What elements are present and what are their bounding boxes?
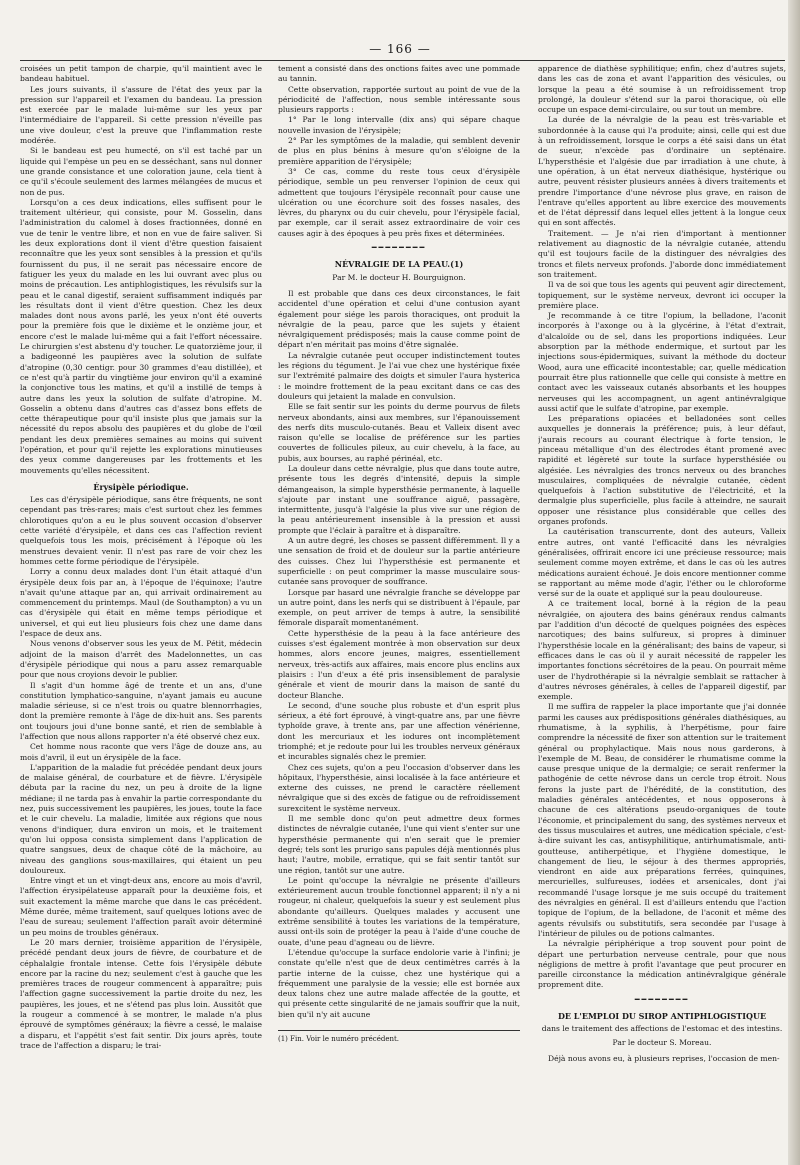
footnote: (1) Fin. Voir le numéro précédent.	[278, 1030, 520, 1044]
paragraph: Il me semble donc qu'on peut admettre deux formes distinctes de névralgie cutanée, l'une qui vient s'enter sur une hypersthésie permanente qui n'en serait que le premier degré; tels sont les prurigo sans papules déjà mentionnés plus haut; l'autre, mobile, erratique, qui se fait sentir tantôt sur une région, tantôt sur une autre.	[278, 814, 520, 875]
author-line: Par M. le docteur H. Bourguignon.	[332, 272, 466, 282]
paragraph: Il va de soi que tous les agents qui peuvent agir directement, topiquement, sur le système nerveux, devront ici occuper la première place.	[538, 280, 786, 310]
paragraph: Déjà nous avons eu, à plusieurs reprises, l'occasion de men-	[548, 1053, 780, 1063]
paragraph: Entre vingt et un et vingt-deux ans, encore au mois d'avril, l'affection érysipélateuse apparaît pour la deuxième fois, et suit exactement la même marche que dans le cas précédent. Même durée, même traitement, sauf quelques lotions avec de l'eau de sureau; seulement l'affection paraît avoir déterminé un peu moins de troubles généraux.	[20, 876, 262, 937]
paragraph: Lorry a connu deux malades dont l'un était attaqué d'un érysipèle deux fois par an, à l'époque de l'équinoxe; l'autre n'avait qu'une attaque par an, qui arrivait ordinairement au commencement du printemps. Maul (de Southampton) a vu un cas d'érysipèle qui était en même temps périodique et universel, et qui eut lieu plusieurs fois chez une dame dans l'espace de deux ans.	[20, 567, 262, 639]
paragraph: 2° Par les symptômes de la maladie, qui semblent devenir de plus en plus bénins à mesure qu'on s'éloigne de la première apparition de l'érysipèle;	[278, 136, 520, 166]
subtitle-line: dans le traitement des affections de l'estomac et des intestins.	[541, 1024, 783, 1034]
paragraph: Cet homme nous raconte que vers l'âge de douze ans, au mois d'avril, il eut un érysipèle de la face.	[20, 742, 262, 762]
paragraph: Les jours suivants, il s'assure de l'état des yeux par la pression sur l'appareil et l'examen du bandeau. La pression est exercée par le malade lui-même sur les yeux par l'intermédiaire de l'appareil. Si cette pression n'éveille pas une vive douleur, c'est la preuve que l'inflammation reste modérée.	[20, 84, 262, 146]
paragraph: 1° Par le long intervalle (dix ans) qui sépare chaque nouvelle invasion de l'érysipèle;	[278, 115, 520, 135]
paragraph: A ce traitement local, borné à la région de la peau névralgiée, on ajoutera des bains généraux rendus calmants par l'addition d'un décocté de quelques poignées des espèces narcotiques; des bains sulfureux, si propres à diminuer l'hypersthésie locale en la généralisant; des bains de vapeur, si efficaces dans le cas où il y aurait nécessité de rappeler les importantes fonctions sécrétoires de la peau. On pourrait même user de l'hydrothérapie si la névralgie semblait se rattacher à d'autres névroses générales, à celles de l'appareil digestif, par exemple.	[538, 599, 786, 702]
page-number: — 166 —	[369, 42, 431, 56]
paragraph: apparence de diathèse syphilitique; enfin, chez d'autres sujets, dans les cas de zona et avant l'apparition des vésicules, ou lorsque la peau a été soumise à un refroidissement trop prolongé, la douleur s'étend sur la paroi thoracique, où elle occupe un espace demi-circulaire, ou sur tout un membre.	[538, 64, 786, 115]
paragraph: La cautérisation transcurrente, dont des auteurs, Valleix entre autres, ont vanté l'efficacité dans les névralgies généralisées, offrirait encore ici une précieuse ressource; mais seulement comme moyen extrême, et dans le cas où les autres médications auraient échoué. Je dois encore mentionner comme se rapportant au même mode d'agir, l'éther ou le chloroforme versé sur de la ouate et appliqué sur la peau douloureuse.	[538, 527, 786, 599]
paragraph: Nous venons d'observer sous les yeux de M. Pétit, médecin adjoint de la maison d'arrêt des Madelonnettes, un cas d'érysipèle périodique qui nous a paru assez remarquable pour que nous croyions devoir le publier.	[20, 639, 262, 680]
paragraph: Je recommande à ce titre l'opium, la belladone, l'aconit incorporés à l'axonge ou à la glycérine, à l'état d'extrait, d'alcaloïde ou de sel, dans les proportions indiquées. Leur absorption par la méthode endermique, et surtout par les injections sous-épidermiques, suivant la méthode du docteur Wood, aura une efficacité incontestable; car, quelle médication pourrait être plus rationnelle que celle qui consiste à mettre en contact avec les vaisseaux cutanés absorbants et les houppes nerveuses qui les accompagnent, un agent antinévralgique aussi actif que le sulfate d'atropine, par exemple.	[538, 311, 786, 413]
paragraph: tement a consisté dans des onctions faites avec une pommade au tannin.	[278, 64, 520, 84]
paragraph: La douleur dans cette névralgie, plus que dans toute autre, présente tous les degrés d'intensité, depuis la simple démangeaison, la simple hypersthésie permanente, à laquelle s'ajoute par instant une souffrance aiguë, passagère, intermittente, jusqu'à l'algésie la plus vive sur une région de la peau antérieurement insensible à la pression et aussi prompte que l'éclair à paraître et à disparaître.	[278, 463, 520, 535]
paragraph: Le point qu'occupe la névralgie ne présente d'ailleurs extérieurement aucun trouble fonctionnel apparent; il n'y a ni rougeur, ni chaleur, quelquefois la sueur y est seulement plus abondante qu'ailleurs. Quelques malades y accusent une extrême sensibilité à toutes les variations de la température, aussi ont-ils soin de protéger la peau à l'aide d'une couche de ouate, d'une peau d'agneau ou de lièvre.	[278, 875, 520, 947]
section-separator: ━━━━━━━━	[371, 243, 427, 253]
paragraph: Les préparations opiacées et belladonées sont celles auxquelles je donnerais la préférence; puis, à leur défaut, j'aurais recours au courant électrique à forte tension, le pinceau métallique d'un des électrodes étant promené avec rapidité et légèreté sur toute la surface hypersthésiée ou algésiée. Les névralgies des troncs nerveux ou des branches musculaires, compliquées de névralgie cutanée, cèdent quelquefois à l'action substitutive de l'électricité, et la dermalgie plus superficielle, plus facile à atteindre, ne saurait opposer une résistance plus considérable que celles des organes profonds.	[538, 414, 786, 527]
paragraph: Il est probable que dans ces deux circonstances, le fait accidentel d'une opération et celui d'une contusion ayant également pour siége les parois thoraciques, ont produit la névralgie de la peau, parce que les sujets y étaient névralgiquement prédisposés; mais la cause comme point de départ n'en méritait pas moins d'être signalée.	[278, 288, 520, 350]
section-title-nevralgie: NÉVRALGIE DE LA PEAU.(1)	[334, 259, 464, 270]
paragraph: A un autre degré, les choses se passent différemment. Il y a une sensation de froid et de douleur sur la partie antérieure des cuisses. Chez lui l'hypersthésie est permanente et superficielle : on peut comprimer la masse musculaire sous-cutanée sans provoquer de souffrance.	[278, 536, 520, 587]
section-title-erysipele: Érysipèle périodique.	[93, 481, 189, 492]
column-1	[20, 64, 262, 1154]
paragraph: La durée de la névralgie de la peau est très-variable et subordonnée à la cause qui l'a produite; ainsi, celle qui est due à un refroidissement, lorsque le corps a été saisi dans un état de sueur, n'excède pas d'ordinaire un septénaire. L'hypersthésie et l'algésie due par irradiation à une chute, à une opération, à un état nerveux diathésique, hystérique ou autre, peuvent résister plusieurs années à divers traitements et prendre l'importance d'une névrose plus grave, en raison de l'entrave qu'elles apportent au libre exercice des mouvements et de l'état dépressif dans lequel elles jettent à la longue ceux qui en sont affectés.	[538, 115, 786, 228]
paragraph: Lorsqu'on a ces deux indications, elles suffisent pour le traitement ultérieur, qui consiste, pour M. Gosselin, dans l'administration du calomel à doses fractionnées, donné en vue de tenir le ventre libre, et non en vue de faire saliver. Si les deux explorations dont il vient d'être question faisaient reconnaître que les yeux sont sensibles à la pression et qu'ils fournissent du pus, il ne serait pas nécessaire encore de fatiguer les yeux du malade en les lui ouvrant avec plus ou moins de précaution. Les antiphlogistiques, les révulsifs sur la peau et le canal digestif, seraient suffisamment indiqués par les résultats dont il vient d'être question. Chez les deux malades dont nous avons parlé, les yeux n'ont été ouverts pour la première fois que le dixième et le onzième jour, et encore c'est le malade lui-même qui a fait l'effort nécessaire. Le chirurgien s'est abstenu d'y toucher. Le quatorzième jour, il a badigeonné les paupières avec la solution de sulfate d'atropine (0,30 centigr. pour 30 grammes d'eau distillée), et ce n'est qu'à partir du vingtième jour environ qu'il a examiné la conjonctive tous les matins, et qu'il a instillé de temps à autre dans les yeux la solution de sulfate d'atropine. M. Gosselin a obtenu dans d'autres cas d'assez bons effets de cette thérapeutique pour qu'il insiste plus que jamais sur la nécessité du repos absolu des paupières et du globe de l'œil pendant les deux premières semaines au moins qui suivent l'opération, et pour qu'il rejette les explorations minutieuses des yeux comme dangereuses par les frottements et les mouvements qu'elles nécessitent.	[20, 197, 262, 475]
paragraph: 3° Ce cas, comme du reste tous ceux d'érysipèle périodique, semble un peu renverser l'opinion de ceux qui admettent que toujours l'érysipèle reconnaît pour cause une ulcération ou une écorchure soit des fosses nasales, des lèvres, du pharynx ou du cuir chevelu, pour l'érysipèle facial, par exemple, car il serait assez extraordinaire de voir ces causes agir à des époques à peu près fixes et déterminées.	[278, 166, 520, 238]
paragraph: Il s'agit d'un homme âgé de trente et un ans, d'une constitution lymphatico-sanguine, n'ayant jamais eu aucune maladie sérieuse, si ce n'est trois ou quatre blennorrhagies, dont la première remonte à l'âge de dix-huit ans. Ses parents ont toujours joui d'une bonne santé, et rien de semblable à l'affection que nous allons rapporter n'a été observé chez eux.	[20, 680, 262, 741]
paragraph: La névralgie périphérique a trop souvent pour point de départ une perturbation nerveuse centrale, pour que nous négligions de mettre à profit l'avantage que peut procurer en pareille circonstance la médication antinévralgique générale proprement dite.	[538, 939, 786, 990]
paragraph: Cette hypersthésie de la peau à la face antérieure des cuisses s'est également montrée à mon observation sur deux hommes, alors encore jeunes, maigres, essentiellement nerveux, très-actifs aux affaires, mais encore plus enclins aux plaisirs : l'un d'eux a été pris insensiblement de paralysie générale et vient de mourir dans la maison de santé du docteur Blanche.	[278, 628, 520, 700]
paragraph: Les cas d'érysipèle périodique, sans être fréquents, ne sont cependant pas très-rares; mais c'est surtout chez les femmes chlorotiques qu'on a eu le plus souvent occasion d'observer cette variété d'érysipèle, et dans ces cas l'affection revient quelquefois tous les mois, précisément à l'époque où les menstrues devaient venir. Il n'est pas rare de voir chez les hommes cette forme périodique de l'érysipèle.	[20, 495, 262, 566]
header-rule	[20, 60, 785, 61]
paragraph: Lorsque par hasard une névralgie franche se développe par un autre point, dans les nerfs qui se distribuent à l'épaule, par exemple, on peut arriver de temps à autre, la sensibilité fémorale disparaît momentanément.	[278, 587, 520, 628]
paragraph: croisées un petit tampon de charpie, qu'il maintient avec le bandeau habituel.	[20, 64, 262, 84]
column-2	[278, 64, 520, 1154]
section-title-sirop: DE L'EMPLOI DU SIROP ANTIPHLOGISTIQUE	[557, 1011, 767, 1022]
paragraph: Traitement. — Je n'ai rien d'important à mentionner relativement au diagnostic de la névralgie cutanée, attendu qu'il est toujours facile de la distinguer des névralgies des troncs et filets nerveux profonds. J'aborde donc immédiatement son traitement.	[538, 228, 786, 279]
paragraph: Si le bandeau est peu humecté, on s'il est taché par un liquide qui l'empèse un peu en se desséchant, sans nul donner une grande consistance et une coloration jaune, cela tient à ce qu'il s'écoule seulement des larmes mélangées de mucus et non de pus.	[20, 146, 262, 197]
section-separator: ━━━━━━━━	[634, 994, 690, 1004]
paragraph: Chez ces sujets, qu'on a peu l'occasion d'observer dans les hôpitaux, l'hypersthésie, ainsi localisée à la face antérieure et externe des cuisses, ne prend le caractère réellement névralgique que si des excès de fatigue ou de refroidissement surexcitent le système nerveux.	[278, 762, 520, 813]
paragraph: Elle se fait sentir sur les points du derme pourvus de filets nerveux abondants, ainsi aux membres, sur l'épanouissement des nerfs dits musculo-cutanés. Beau et Valleix disent avec raison qu'elle se localise de préférence sur les parties couvertes de follicules pileux, au cuir chevelu, à la face, au pubis, aux bourses, au raphé périnéal, etc.	[278, 402, 520, 463]
paragraph: L'apparition de la maladie fut précédée pendant deux jours de malaise général, de courbature et de fièvre. L'érysipèle débuta par la racine du nez, un peu à droite de la ligne médiane; il ne tarda pas à envahir la partie correspondante du nez, puis successivement les paupières, les joues, toute la face et le cuir chevelu. La maladie, limitée aux régions que nous venons d'indiquer, dura environ un mois, et le traitement qu'on lui opposa consista simplement dans l'application de quatre sangsues, deux de chaque côté de la mâchoire, au niveau des ganglions sous-maxillaires, qui étaient un peu douloureux.	[20, 762, 262, 875]
paragraph: Le 20 mars dernier, troisième apparition de l'érysipèle, précédé pendant deux jours de fièvre, de courbature et de céphalalgie frontale intense. Cette fois l'érysipèle débute encore par la racine du nez; seulement c'est à gauche que les premières traces de rougeur commencent à apparaître; puis l'affection gagne successivement la partie droite du nez, les paupières, les joues, et ne s'étend pas plus loin. Aussitôt que la rougeur a commencé à se montrer, le malade n'a plus éprouvé de symptômes généraux; la fièvre a cessé, le malaise a disparu, et l'appétit s'est fait sentir. Dix jours après, toute trace de l'affection a disparu; le trai-	[20, 937, 262, 1050]
paragraph: L'étendue qu'occupe la surface endolorie varie à l'infini; je constate qu'elle n'est que de deux centimètres carrés à la partie interne de la cuisse, chez une hystérique qui a fréquemment une paralysie de la vessie; elle est bornée aux deux talons chez une autre malade affectée de la goutte, et qui présente cette singularité de ne jamais souffrir que la nuit, bien qu'il n'y ait aucune	[278, 947, 520, 1019]
page-edge	[788, 0, 800, 1165]
column-3	[538, 64, 786, 1154]
author-line: Par le docteur S. Moreau.	[612, 1037, 712, 1047]
paragraph: Cette observation, rapportée surtout au point de vue de la périodicité de l'affection, nous semble intéressante sous plusieurs rapports :	[278, 84, 520, 115]
paragraph: La névralgie cutanée peut occuper indistinctement toutes les régions du tégument. Je l'ai vue chez une hystérique fixée sur l'extrémité palmaire des doigts et simuler l'aura hysterica : le moindre frottement de la peau excitant dans ce cas des douleurs qui jetaient la malade en convulsion.	[278, 350, 520, 401]
paragraph: Le second, d'une souche plus robuste et d'un esprit plus sérieux, a été fort éprouvé, à vingt-quatre ans, par une fièvre typhoïde grave, à trente ans, par une affection vénérienne, dont les mercuriaux et les iodures ont incomplètement triomphé; et je redoute pour lui les troubles nerveux généraux et incurables signalés chez le premier.	[278, 700, 520, 762]
paragraph: Il me suffira de rappeler la place importante que j'ai donnée parmi les causes aux prédispositions générales diathésiques, au rhumatisme, à la syphilis, à l'herpétisme, pour faire comprendre la nécessité de fixer son attention sur le traitement général ou prophylactique. Mais nous nous garderons, à l'exemple de M. Beau, de considérer le rhumatisme comme la cause presque unique de la dermalgie; ce serait renfermer la pathogénie de cette névrose dans un cercle trop étroit. Nous ferons la juste part de l'hérédité, de la constitution, des maladies générales antécédentes, et nous opposerons à chacune de ces altérations pseudo-organiques de toute l'économie, et principalement du sang, des systèmes nerveux et des tissus musculaires et autres, une médication spéciale, c'est-à-dire suivant les cas, antisyphilitique, antirhumatismale, anti-goutteuse, antiherpétique, et l'hygiène domestique, le changement de lieu, le séjour à des thermes appropriés, viendront en aide aux préparations ferrées, quinquines, mercurielles, sulfureuses, iodées et arsenicales, dont j'ai recommandé l'usage lorsque je me suis occupé du traitement des névralgies en général. Il est d'ailleurs entendu que l'action topique de l'opium, de la belladone, de l'aconit et même des agents révulsifs ou substitutifs, sera secondée par l'usage à l'intérieur de pilules ou de potions calmantes.	[538, 702, 786, 938]
